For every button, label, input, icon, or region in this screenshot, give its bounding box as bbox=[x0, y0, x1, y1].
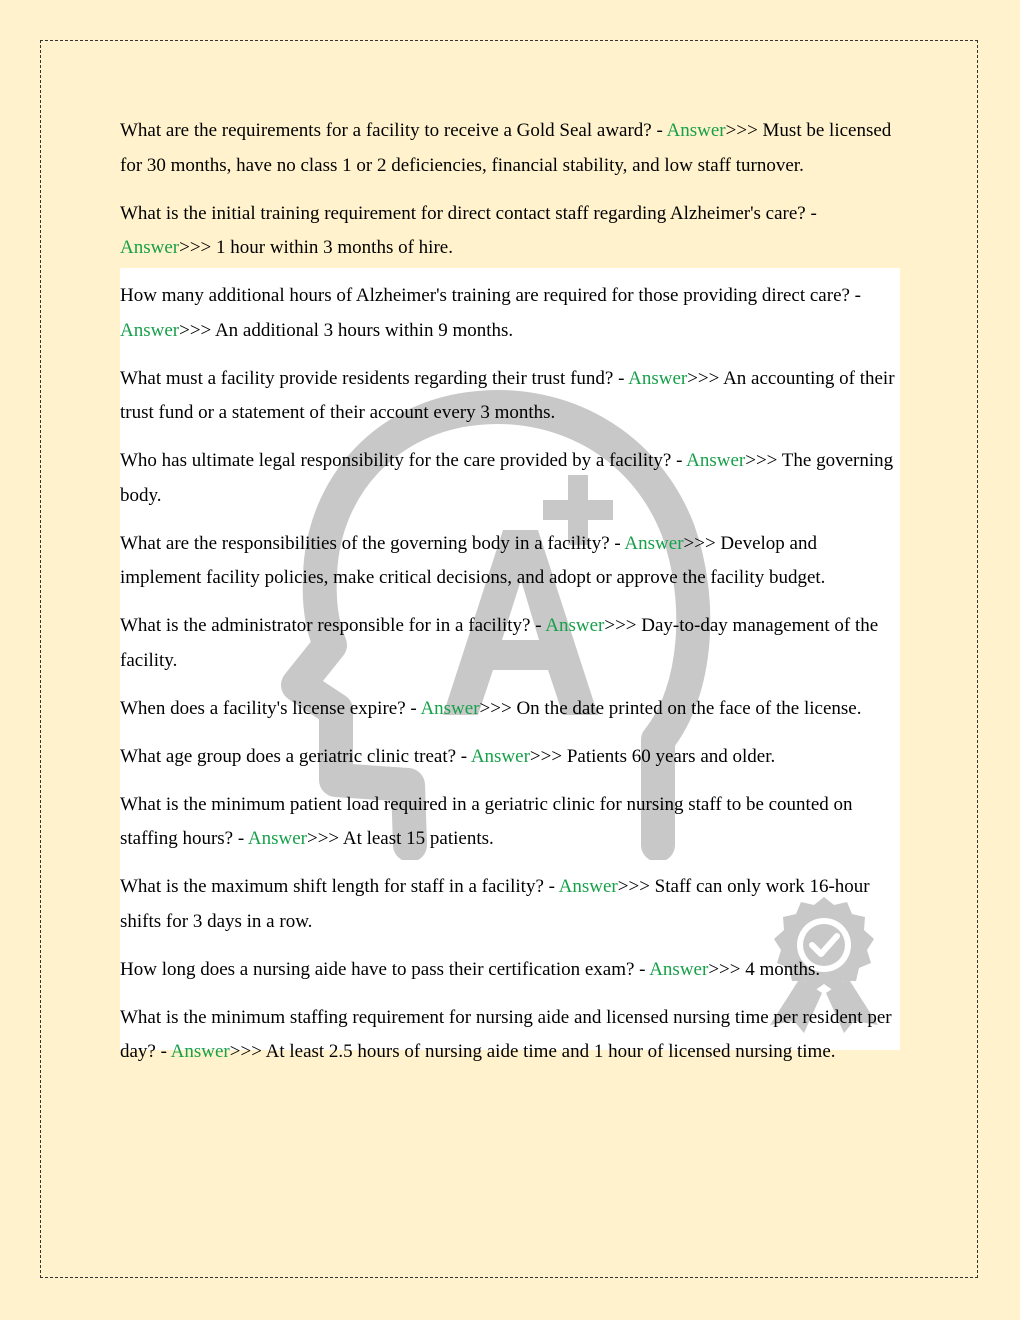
question-text: What is the initial training requirement for direct contact staff regarding Alzheimer's care? - bbox=[120, 202, 817, 224]
question-text: Who has ultimate legal responsibility for the care provided by a facility? - bbox=[120, 450, 687, 471]
qa-item bbox=[120, 609, 902, 678]
question-text: When does a facility's license expire? - bbox=[120, 697, 421, 719]
answer-label: Answer bbox=[120, 319, 180, 341]
answer-text: >>> An accounting of their trust fund or a statement of their account every 3 months. bbox=[120, 367, 895, 423]
qa-item bbox=[120, 870, 902, 939]
question-text: How long does a nursing aide have to pass their certification exam? - bbox=[120, 958, 650, 980]
question-text: What must a facility provide residents regarding their trust fund? - bbox=[120, 367, 629, 389]
answer-label: Answer bbox=[545, 615, 605, 636]
qa-item bbox=[120, 114, 902, 183]
answer-text: >>> On the date printed on the face of the license. bbox=[479, 697, 862, 719]
question-text: What are the requirements for a facility to receive a Gold Seal award? - bbox=[120, 120, 667, 141]
answer-label: Answer bbox=[686, 450, 746, 471]
answer-label: Answer bbox=[649, 958, 709, 980]
question-text: What is the maximum shift length for staff in a facility? - bbox=[120, 876, 559, 897]
qa-list bbox=[120, 114, 902, 1083]
answer-label: Answer bbox=[247, 828, 307, 849]
answer-label: Answer bbox=[120, 237, 180, 258]
answer-label: Answer bbox=[558, 876, 618, 897]
answer-text: >>> Patients 60 years and older. bbox=[529, 745, 776, 767]
qa-item bbox=[120, 197, 902, 266]
answer-text: >>> At least 15 patients. bbox=[307, 828, 494, 849]
question-text: What are the responsibilities of the governing body in a facility? - bbox=[120, 532, 625, 554]
answer-text: >>> Must be licensed for 30 months, have no class 1 or 2 deficiencies, financial stability, and low staff turnover. bbox=[120, 120, 892, 176]
qa-item bbox=[120, 527, 902, 596]
answer-text: >>> Develop and implement facility policies, make critical decisions, and adopt or approve the facility budget. bbox=[120, 532, 826, 588]
answer-text: >>> Day-to-day management of the facility. bbox=[120, 615, 879, 671]
question-text: What is the administrator responsible for in a facility? - bbox=[120, 615, 546, 636]
answer-label: Answer bbox=[170, 1041, 230, 1062]
answer-text: >>> Staff can only work 16-hour shifts for 3 days in a row. bbox=[120, 876, 870, 932]
qa-item bbox=[120, 362, 902, 431]
answer-label: Answer bbox=[666, 120, 726, 141]
answer-text: >>> The governing body. bbox=[120, 450, 894, 506]
answer-label: Answer bbox=[628, 367, 688, 389]
qa-item bbox=[120, 953, 902, 988]
question-text: How many additional hours of Alzheimer's training are required for those providing direct care? - bbox=[120, 285, 862, 306]
answer-text: >>> An additional 3 hours within 9 months. bbox=[179, 319, 514, 341]
qa-item bbox=[120, 279, 902, 348]
answer-label: Answer bbox=[420, 697, 480, 719]
answer-text: >>> 4 months. bbox=[708, 958, 821, 980]
question-text: What is the minimum patient load required in a geriatric clinic for nursing staff to be counted on staffing hours? - bbox=[120, 793, 853, 849]
qa-item bbox=[120, 740, 902, 775]
qa-item bbox=[120, 1001, 902, 1070]
qa-item bbox=[120, 444, 902, 513]
answer-text: >>> 1 hour within 3 months of hire. bbox=[179, 237, 453, 258]
qa-item bbox=[120, 788, 902, 857]
answer-label: Answer bbox=[624, 532, 684, 554]
question-text: What is the minimum staffing requirement for nursing aide and licensed nursing time per resident per day? - bbox=[120, 1006, 892, 1062]
question-text: What age group does a geriatric clinic treat? - bbox=[120, 745, 471, 767]
qa-item bbox=[120, 692, 902, 727]
answer-label: Answer bbox=[470, 745, 530, 767]
answer-text: >>> At least 2.5 hours of nursing aide time and 1 hour of licensed nursing time. bbox=[229, 1041, 836, 1062]
